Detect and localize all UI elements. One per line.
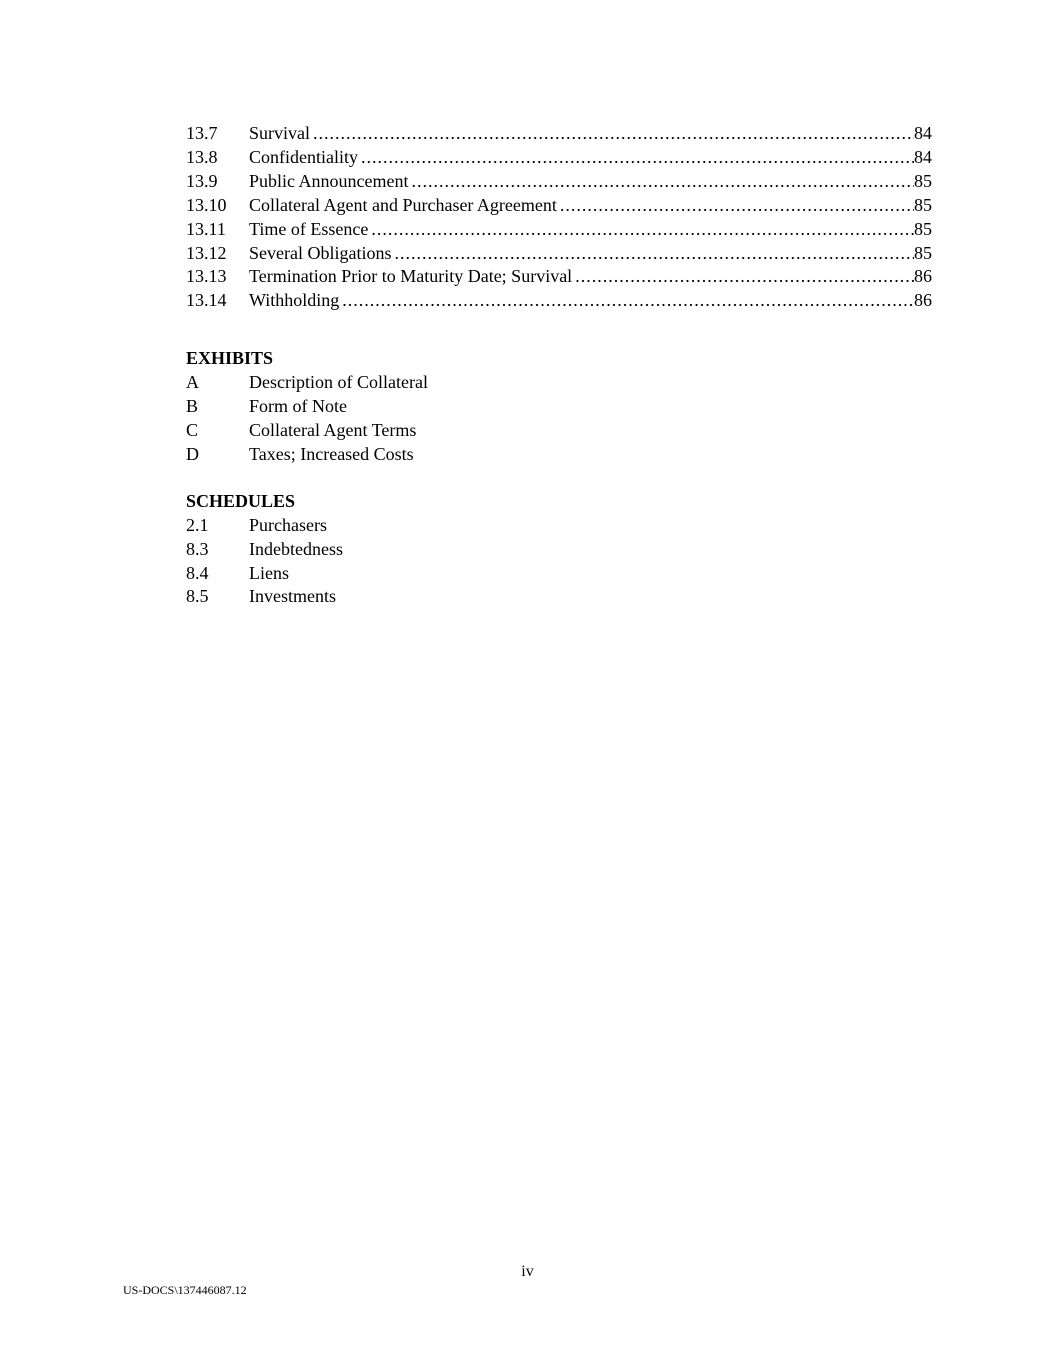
toc-entry-page: 85 (914, 170, 932, 191)
toc-entry-page: 84 (914, 146, 932, 167)
schedule-item (186, 585, 932, 609)
footer-page-number: iv (521, 1263, 534, 1280)
footer-document-id: US-DOCS\137446087.12 (123, 1283, 247, 1297)
dot-leader (408, 170, 914, 194)
schedules-heading: SCHEDULES (186, 490, 296, 511)
dot-leader (572, 265, 914, 289)
toc-entry (186, 242, 932, 266)
toc-entry-page: 85 (914, 194, 932, 215)
schedule-item (186, 538, 932, 562)
schedule-item (186, 514, 932, 538)
dot-leader (339, 289, 914, 313)
toc-entry-page: 85 (914, 242, 932, 263)
schedule-number: 2.1 (186, 514, 209, 535)
toc-entry-title: Withholding (249, 290, 340, 311)
exhibit-letter: A (186, 372, 199, 393)
document-page (186, 122, 932, 609)
schedule-title: Indebtedness (249, 538, 343, 559)
schedule-number: 8.5 (186, 586, 209, 607)
toc-entry-title: Termination Prior to Maturity Date; Survival (249, 266, 573, 287)
toc-entry-title: Collateral Agent and Purchaser Agreement (249, 194, 557, 215)
toc-entry-title: Public Announcement (249, 170, 409, 191)
schedule-item (186, 562, 932, 586)
exhibit-item (186, 371, 932, 395)
exhibit-item (186, 419, 932, 443)
exhibits-heading: EXHIBITS (186, 348, 274, 369)
dot-leader (310, 122, 914, 146)
exhibit-item (186, 443, 932, 467)
exhibit-letter: B (186, 396, 199, 417)
schedule-number: 8.3 (186, 538, 209, 559)
toc-entry-title: Several Obligations (249, 242, 392, 263)
toc-entry-page: 84 (914, 123, 932, 143)
exhibits-section (186, 347, 932, 467)
schedule-title: Liens (249, 562, 289, 583)
schedule-title: Purchasers (249, 514, 327, 535)
dot-leader (358, 146, 914, 170)
exhibit-letter: C (186, 419, 199, 440)
toc-entry-page: 85 (914, 218, 932, 239)
toc-entry-number: 13.7 (186, 123, 218, 143)
toc-entry-title: Confidentiality (249, 146, 358, 167)
dot-leader (368, 218, 914, 242)
toc-entry-page: 86 (914, 266, 932, 287)
toc-entry-title: Time of Essence (249, 218, 369, 239)
toc-entry (186, 170, 932, 194)
toc-entry (186, 218, 932, 242)
dot-leader (557, 194, 914, 218)
toc-entry (186, 122, 932, 146)
toc-entry-title: Survival (249, 123, 310, 143)
toc-section (186, 122, 932, 313)
exhibit-title: Collateral Agent Terms (249, 419, 417, 440)
exhibit-title: Description of Collateral (249, 372, 428, 393)
toc-entry-number: 13.12 (186, 242, 227, 263)
toc-entry-number: 13.13 (186, 266, 227, 287)
schedule-number: 8.4 (186, 562, 209, 583)
toc-entry-number: 13.8 (186, 146, 218, 167)
toc-entry (186, 265, 932, 289)
dot-leader (391, 242, 914, 266)
exhibit-title: Form of Note (249, 396, 347, 417)
exhibit-letter: D (186, 443, 199, 464)
toc-entry-number: 13.9 (186, 170, 218, 191)
toc-entry (186, 146, 932, 170)
toc-entry-number: 13.14 (186, 290, 227, 311)
toc-entry-page: 86 (914, 290, 932, 311)
toc-entry-number: 13.10 (186, 194, 227, 215)
toc-entry (186, 194, 932, 218)
toc-entry-number: 13.11 (186, 218, 226, 239)
exhibit-item (186, 395, 932, 419)
exhibit-title: Taxes; Increased Costs (249, 443, 414, 464)
toc-entry (186, 289, 932, 313)
schedules-section (186, 490, 932, 610)
schedule-title: Investments (249, 586, 336, 607)
